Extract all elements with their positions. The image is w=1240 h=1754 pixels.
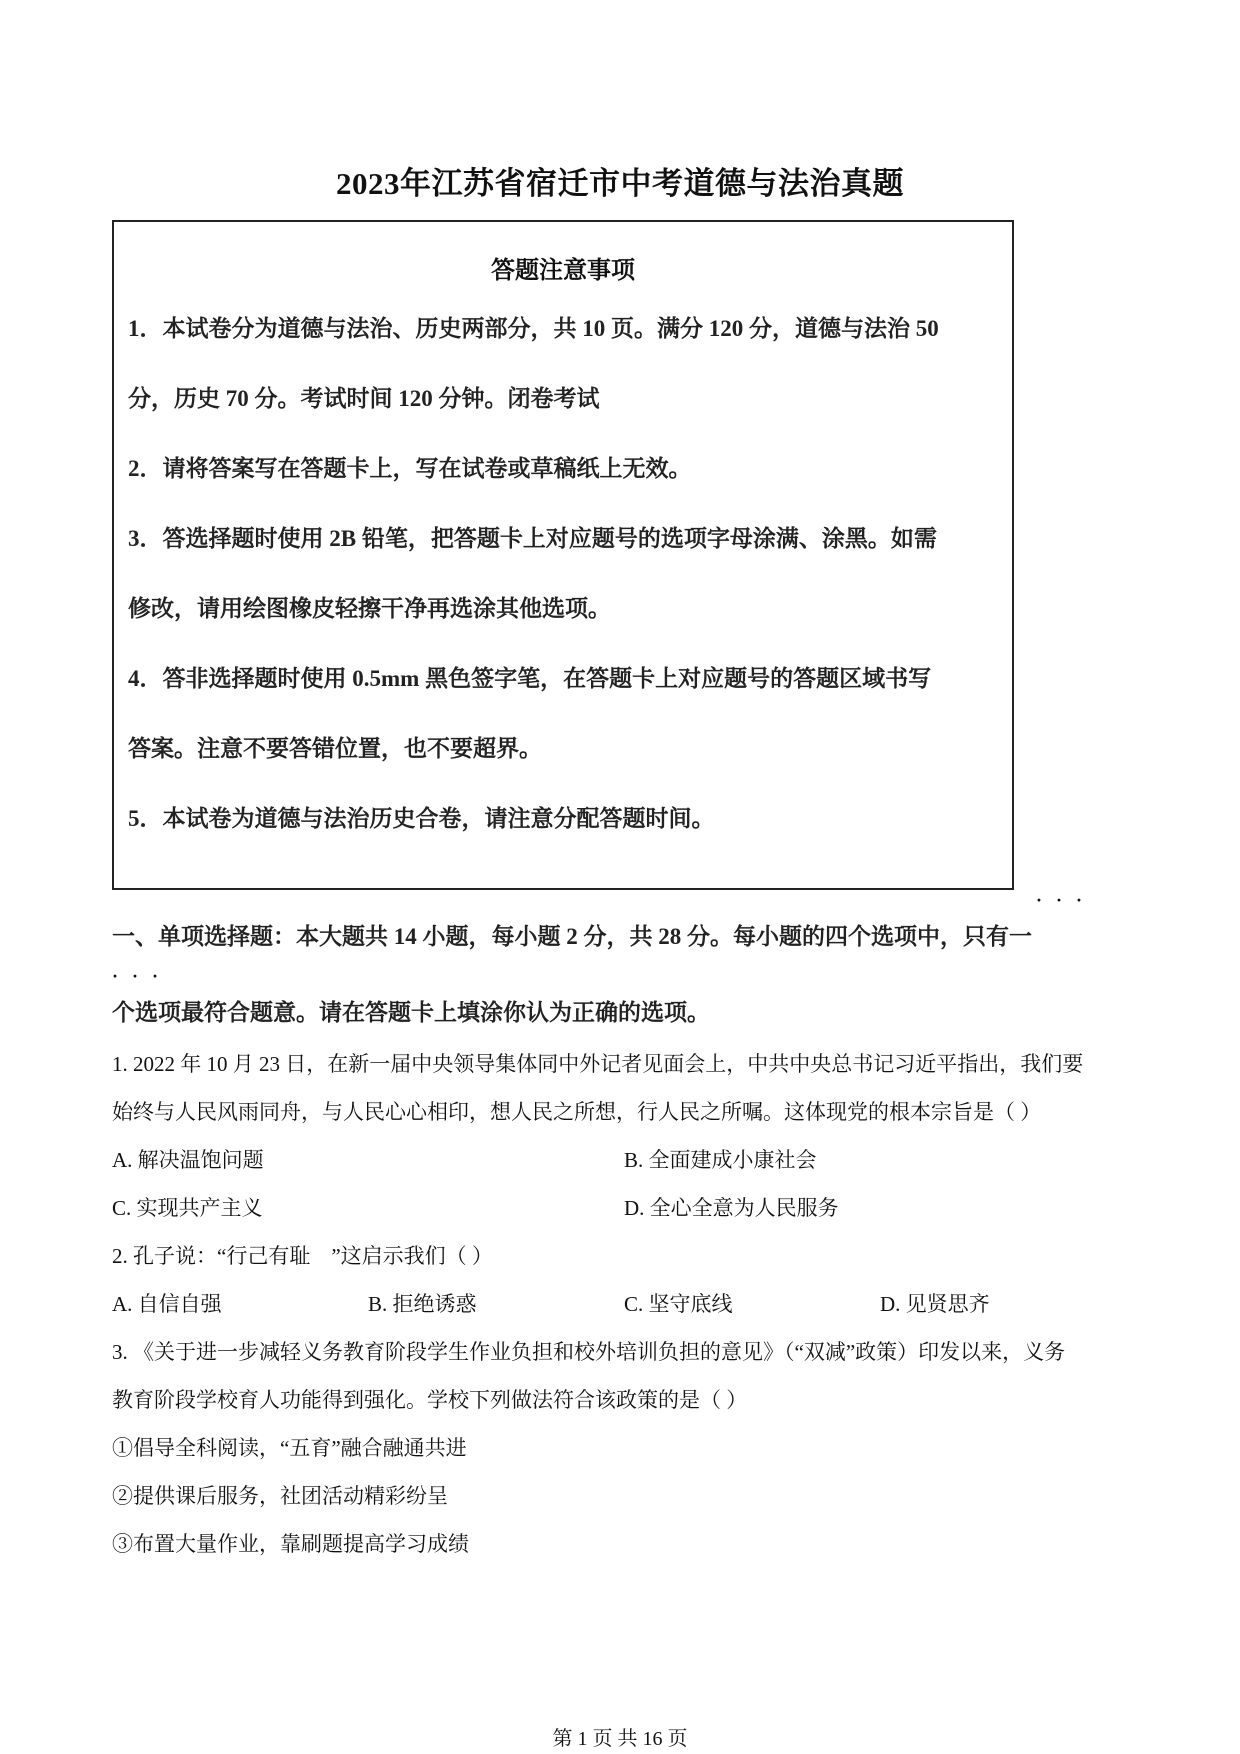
question-2-option-c: C. 坚守底线 bbox=[624, 1292, 733, 1316]
emphasis-dots: ··· bbox=[112, 966, 173, 986]
question-1-stem: 1. 2022 年 10 月 23 日，在新一届中央领导集体同中外记者见面会上，中共中央总书记习近平指出，我们要 bbox=[112, 1052, 1084, 1076]
question-2-option-b: B. 拒绝诱惑 bbox=[368, 1292, 477, 1316]
notice-line: 3．答选择题时使用 2B 铅笔，把答题卡上对应题号的选项字母涂满、涂黑。如需 bbox=[128, 526, 937, 551]
question-3-statement: ②提供课后服务，社团活动精彩纷呈 bbox=[112, 1484, 448, 1508]
notice-heading: 答题注意事项 bbox=[491, 258, 635, 284]
page-number: 第 1 页 共 16 页 bbox=[552, 1728, 688, 1750]
question-3-statement: ①倡导全科阅读，“五育”融合融通共进 bbox=[112, 1436, 467, 1460]
section-heading: 个选项最符合题意。请在答题卡上填涂你认为正确的选项。 bbox=[112, 1000, 710, 1025]
question-3-stem: 教育阶段学校育人功能得到强化。学校下列做法符合该政策的是（ ） bbox=[112, 1388, 748, 1412]
notice-line: 修改，请用绘图橡皮轻擦干净再选涂其他选项。 bbox=[128, 596, 611, 621]
emphasis-dots: ··· bbox=[1036, 890, 1097, 910]
question-1-option-b: B. 全面建成小康社会 bbox=[624, 1148, 817, 1172]
notice-line: 2．请将答案写在答题卡上，写在试卷或草稿纸上无效。 bbox=[128, 456, 692, 481]
question-1-stem: 始终与人民风雨同舟，与人民心心相印，想人民之所想，行人民之所嘱。这体现党的根本宗旨是（ ） bbox=[112, 1100, 1042, 1124]
notice-line: 5．本试卷为道德与法治历史合卷，请注意分配答题时间。 bbox=[128, 806, 715, 831]
question-1-option-c: C. 实现共产主义 bbox=[112, 1196, 263, 1220]
question-2-option-a: A. 自信自强 bbox=[112, 1292, 222, 1316]
notice-box bbox=[112, 220, 1014, 890]
question-3-statement: ③布置大量作业，靠刷题提高学习成绩 bbox=[112, 1532, 469, 1556]
notice-line: 分，历史 70 分。考试时间 120 分钟。闭卷考试 bbox=[128, 386, 600, 411]
question-2-option-d: D. 见贤思齐 bbox=[880, 1292, 990, 1316]
document-title: 2023年江苏省宿迁市中考道德与法治真题 bbox=[336, 166, 904, 201]
section-heading: 一、单项选择题：本大题共 14 小题，每小题 2 分，共 28 分。每小题的四个选项中，只有一 bbox=[112, 924, 1032, 949]
notice-line: 1．本试卷分为道德与法治、历史两部分，共 10 页。满分 120 分，道德与法治 50 bbox=[128, 316, 939, 341]
question-1-option-d: D. 全心全意为人民服务 bbox=[624, 1196, 839, 1220]
question-2-stem: 2. 孔子说：“行己有耻 ”这启示我们（ ） bbox=[112, 1244, 493, 1268]
question-1-option-a: A. 解决温饱问题 bbox=[112, 1148, 264, 1172]
notice-line: 答案。注意不要答错位置，也不要超界。 bbox=[128, 736, 542, 761]
question-3-stem: 3. 《关于进一步减轻义务教育阶段学生作业负担和校外培训负担的意见》（“双减”政策）印发以来，义务 bbox=[112, 1340, 1066, 1364]
notice-line: 4．答非选择题时使用 0.5mm 黑色签字笔，在答题卡上对应题号的答题区域书写 bbox=[128, 666, 932, 691]
